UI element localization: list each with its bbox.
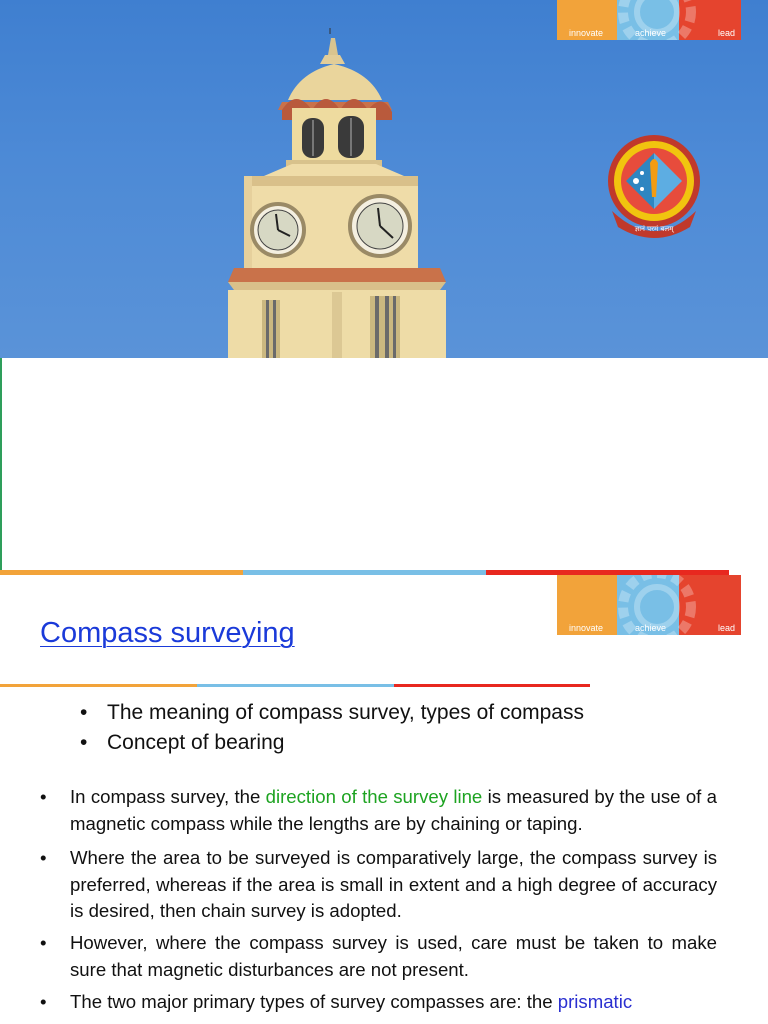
- paragraph-text-part: The two major primary types of survey compasses are: the: [70, 991, 558, 1012]
- gear-watermark-icon: [597, 0, 717, 40]
- paragraph-text: [70, 989, 717, 1016]
- content-slide: [0, 575, 768, 1024]
- brand-tag-achieve: achieve: [635, 623, 667, 633]
- slide-title-divider: [0, 684, 590, 687]
- paragraph-text: Where the area to be surveyed is comparatively large, the compass survey is preferred, whereas if the area is small in extent and a high degree of accuracy is desired, then chain survey is adopted.: [70, 847, 717, 921]
- paragraph-text-part: In compass survey, the: [70, 786, 266, 807]
- title-slide-content-area: [0, 358, 768, 570]
- slide-title[interactable]: Compass surveying: [40, 617, 295, 649]
- logo-motto: ज्ञानं परमं बलम्: [634, 225, 674, 233]
- topic-text: Concept of bearing: [107, 731, 285, 754]
- brand-strip-top: [557, 0, 741, 40]
- topic-text: The meaning of compass survey, types of compass: [107, 701, 584, 724]
- hero-banner: [0, 0, 768, 358]
- highlighted-term: direction of the survey line: [265, 786, 483, 807]
- bullet-icon: •: [80, 701, 88, 724]
- brand-tag-achieve: achieve: [635, 28, 667, 38]
- bullet-icon: •: [40, 847, 47, 868]
- paragraph-text: [70, 784, 717, 837]
- bullet-icon: •: [80, 731, 88, 754]
- brand-strip-slide2: [557, 575, 741, 635]
- bullet-icon: •: [40, 786, 47, 807]
- brand-tag-lead: lead: [717, 28, 735, 38]
- paragraph-text-part: is measured by the use of a magnetic compass while the lengths are by chaining or taping.: [70, 786, 717, 834]
- gear-watermark-icon: [597, 575, 717, 635]
- bits-pilani-logo-icon: [606, 133, 702, 243]
- bullet-icon: •: [40, 991, 47, 1012]
- brand-tag-lead: lead: [717, 623, 735, 633]
- brand-tag-innovate: innovate: [569, 623, 604, 633]
- paragraph-text: However, where the compass survey is used, care must be taken to make sure that magnetic disturbances are not present.: [70, 932, 717, 980]
- bullet-icon: •: [40, 932, 47, 953]
- brand-tag-innovate: innovate: [569, 28, 604, 38]
- highlighted-term: prismatic: [557, 991, 633, 1012]
